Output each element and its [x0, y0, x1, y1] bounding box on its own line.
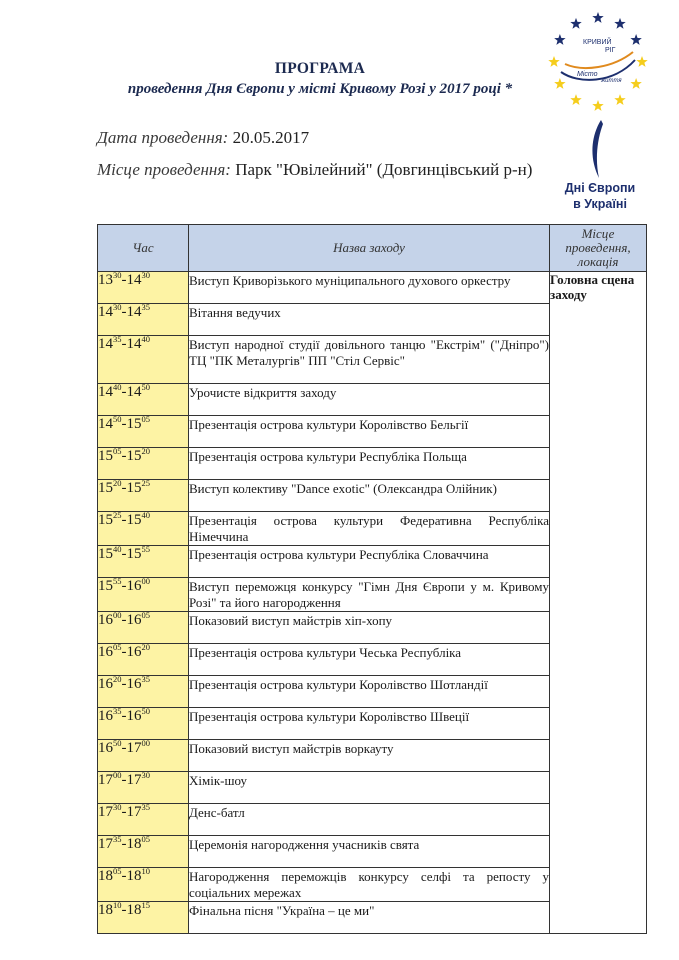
time-cell — [98, 772, 189, 804]
time-start-min: 20 — [113, 674, 122, 684]
time-start-min: 30 — [113, 302, 122, 312]
program-table-body — [98, 272, 647, 934]
time-start-hour: 14 — [98, 384, 113, 400]
time-end-min: 35 — [141, 674, 150, 684]
time-dash: - — [121, 578, 127, 594]
time-end-min: 55 — [141, 544, 150, 554]
time-start-hour: 14 — [98, 304, 113, 320]
event-cell — [189, 384, 550, 416]
time-start-hour: 16 — [98, 612, 113, 628]
star-icon — [592, 100, 603, 111]
time-dash: - — [121, 902, 127, 918]
time-end-min: 05 — [141, 610, 150, 620]
event-name: Виступ Криворізького муніципального духового оркестру — [189, 273, 511, 288]
time-dash: - — [121, 676, 127, 692]
event-name: Виступ переможця конкурсу "Гімн Дня Європи у м. Кривому Розі" та його нагородження — [189, 579, 549, 610]
time-end-hour: 18 — [126, 868, 142, 884]
time-end-min: 50 — [141, 382, 150, 392]
time-dash: - — [121, 644, 127, 660]
table-header-row — [98, 225, 647, 272]
swoosh-icon — [585, 118, 609, 180]
time-end-min: 00 — [141, 738, 150, 748]
event-cell — [189, 612, 550, 644]
time-dash: - — [121, 868, 127, 884]
time-start-min: 55 — [113, 576, 122, 586]
event-name: Презентація острова культури Королівство Шотландії — [189, 677, 488, 692]
time-start-hour: 15 — [98, 448, 113, 464]
star-icon — [554, 34, 565, 45]
time-dash: - — [121, 836, 127, 852]
star-icon — [614, 18, 625, 29]
event-cell — [189, 772, 550, 804]
time-dash: - — [121, 384, 127, 400]
date-label: Дата проведення: — [97, 128, 229, 147]
time-end-hour: 14 — [126, 336, 142, 352]
time-start-min: 00 — [113, 770, 122, 780]
time-cell — [98, 416, 189, 448]
event-name: Презентація острова культури Королівство Бельгії — [189, 417, 469, 432]
event-name: Виступ народної студії довільного танцю "Екстрім" ("Дніпро") ТЦ "ПК Металургів" ПП "Стіл Сервіс" — [189, 337, 549, 368]
time-end-hour: 16 — [126, 708, 142, 724]
event-name: Показовий виступ майстрів хіп-хопу — [189, 613, 393, 628]
event-cell — [189, 480, 550, 512]
time-dash: - — [121, 546, 127, 562]
event-name: Хімік-шоу — [189, 773, 247, 788]
time-end-hour: 15 — [126, 416, 142, 432]
time-end-min: 35 — [141, 302, 150, 312]
event-cell — [189, 416, 550, 448]
place-label: Місце проведення: — [97, 160, 231, 179]
time-cell — [98, 480, 189, 512]
time-dash: - — [121, 480, 127, 496]
event-name: Вітання ведучих — [189, 305, 281, 320]
time-start-hour: 14 — [98, 336, 113, 352]
time-cell — [98, 336, 189, 384]
col-header-time: Час — [98, 225, 189, 272]
time-cell — [98, 304, 189, 336]
time-start-min: 05 — [113, 446, 122, 456]
page-subtitle: проведення Дня Європи у місті Кривому Розі у 2017 році * — [127, 81, 513, 97]
time-start-hour: 18 — [98, 902, 113, 918]
time-end-min: 20 — [141, 446, 150, 456]
time-end-min: 00 — [141, 576, 150, 586]
time-cell — [98, 644, 189, 676]
time-dash: - — [121, 708, 127, 724]
time-dash: - — [121, 804, 127, 820]
time-cell — [98, 902, 189, 934]
star-icon — [630, 34, 641, 45]
logo-text-line3: Місто — [577, 71, 598, 78]
table-row — [98, 272, 647, 304]
event-cell — [189, 304, 550, 336]
event-cell — [189, 708, 550, 740]
event-name: Виступ колективу "Dance exotic" (Олександра Олійник) — [189, 481, 497, 496]
time-start-hour: 15 — [98, 578, 113, 594]
time-dash: - — [121, 272, 127, 288]
time-start-hour: 17 — [98, 772, 113, 788]
time-start-hour: 14 — [98, 416, 113, 432]
event-name: Презентація острова культури Республіка Словаччина — [189, 547, 489, 562]
time-cell — [98, 836, 189, 868]
time-end-min: 10 — [141, 866, 150, 876]
time-start-min: 30 — [113, 802, 122, 812]
time-end-min: 20 — [141, 642, 150, 652]
time-end-min: 40 — [141, 334, 150, 344]
time-start-hour: 15 — [98, 480, 113, 496]
time-cell — [98, 868, 189, 902]
time-end-hour: 18 — [126, 836, 142, 852]
time-start-hour: 15 — [98, 546, 113, 562]
event-cell — [189, 546, 550, 578]
time-dash: - — [121, 448, 127, 464]
date-value: 20.05.2017 — [232, 128, 310, 147]
time-cell — [98, 512, 189, 546]
time-cell — [98, 676, 189, 708]
event-name: Презентація острова культури Королівство Швеції — [189, 709, 470, 724]
event-cell — [189, 740, 550, 772]
time-end-min: 05 — [141, 834, 150, 844]
time-start-min: 00 — [113, 610, 122, 620]
event-name: Фінальна пісня "Україна – це ми" — [189, 903, 375, 918]
time-end-hour: 14 — [126, 272, 142, 288]
time-start-hour: 16 — [98, 676, 113, 692]
time-start-hour: 17 — [98, 804, 113, 820]
time-end-hour: 16 — [126, 578, 142, 594]
time-start-hour: 16 — [98, 708, 113, 724]
event-cell — [189, 836, 550, 868]
time-start-min: 25 — [113, 510, 122, 520]
time-end-hour: 16 — [126, 612, 142, 628]
time-end-hour: 17 — [126, 740, 142, 756]
time-cell — [98, 740, 189, 772]
time-end-min: 50 — [141, 706, 150, 716]
time-start-min: 50 — [113, 738, 122, 748]
logo-text-line2: РІГ — [605, 47, 616, 54]
event-name: Показовий виступ майстрів воркауту — [189, 741, 394, 756]
time-cell — [98, 546, 189, 578]
time-start-min: 35 — [113, 834, 122, 844]
event-cell — [189, 644, 550, 676]
time-dash: - — [121, 336, 127, 352]
time-cell — [98, 384, 189, 416]
time-cell — [98, 272, 189, 304]
time-start-min: 10 — [113, 900, 122, 910]
time-dash: - — [121, 772, 127, 788]
event-cell — [189, 448, 550, 480]
time-end-min: 25 — [141, 478, 150, 488]
event-cell — [189, 868, 550, 902]
time-end-hour: 15 — [126, 546, 142, 562]
logo-text-line1: КРИВИЙ — [583, 39, 612, 46]
time-end-hour: 17 — [126, 772, 142, 788]
star-icon — [592, 12, 603, 23]
time-dash: - — [121, 304, 127, 320]
time-end-hour: 16 — [126, 644, 142, 660]
time-end-hour: 17 — [126, 804, 142, 820]
event-place — [97, 160, 532, 180]
program-table — [97, 224, 647, 934]
time-start-hour: 13 — [98, 272, 113, 288]
event-name: Нагородження переможців конкурсу селфі та репосту у соціальних мережах — [189, 869, 549, 900]
time-start-min: 05 — [113, 642, 122, 652]
time-dash: - — [121, 740, 127, 756]
time-end-hour: 18 — [126, 902, 142, 918]
event-name: Презентація острова культури Федеративна Республіка Німеччина — [189, 513, 549, 544]
time-cell — [98, 708, 189, 740]
time-end-hour: 15 — [126, 448, 142, 464]
event-cell — [189, 578, 550, 612]
time-end-min: 40 — [141, 510, 150, 520]
time-end-hour: 14 — [126, 304, 142, 320]
col-header-place: Місце проведення, локація — [550, 225, 647, 272]
logo-text-line4: життя — [601, 78, 622, 84]
time-end-min: 15 — [141, 900, 150, 910]
time-end-hour: 15 — [126, 512, 142, 528]
event-cell — [189, 804, 550, 836]
time-end-hour: 16 — [126, 676, 142, 692]
time-dash: - — [121, 512, 127, 528]
time-cell — [98, 448, 189, 480]
time-start-hour: 17 — [98, 836, 113, 852]
place-cell: Головна сцена заходу — [550, 272, 647, 934]
event-cell — [189, 902, 550, 934]
time-start-hour: 18 — [98, 868, 113, 884]
time-start-hour: 15 — [98, 512, 113, 528]
time-start-min: 30 — [113, 270, 122, 280]
time-start-min: 20 — [113, 478, 122, 488]
event-name: Церемонія нагородження учасників свята — [189, 837, 420, 852]
event-date — [97, 128, 309, 148]
time-end-min: 35 — [141, 802, 150, 812]
event-name: Денс-батл — [189, 805, 245, 820]
time-dash: - — [121, 416, 127, 432]
time-start-min: 40 — [113, 382, 122, 392]
time-cell — [98, 804, 189, 836]
event-cell — [189, 512, 550, 546]
event-cell — [189, 272, 550, 304]
time-start-hour: 16 — [98, 740, 113, 756]
place-value: Парк "Ювілейний" (Довгинцівський р-н) — [235, 160, 533, 179]
time-start-min: 05 — [113, 866, 122, 876]
time-end-min: 30 — [141, 270, 150, 280]
time-end-min: 05 — [141, 414, 150, 424]
time-start-min: 40 — [113, 544, 122, 554]
logo-caption-line1: Дні Європи — [564, 181, 636, 195]
time-end-hour: 15 — [126, 480, 142, 496]
time-cell — [98, 612, 189, 644]
event-name: Презентація острова культури Республіка Польща — [189, 449, 467, 464]
event-name: Презентація острова культури Чеська Республіка — [189, 645, 462, 660]
time-end-min: 30 — [141, 770, 150, 780]
time-start-min: 50 — [113, 414, 122, 424]
time-cell — [98, 578, 189, 612]
time-start-hour: 16 — [98, 644, 113, 660]
logo-caption-line2: в Україні — [573, 197, 627, 211]
time-start-min: 35 — [113, 334, 122, 344]
event-cell — [189, 676, 550, 708]
time-start-min: 35 — [113, 706, 122, 716]
event-cell — [189, 336, 550, 384]
col-header-event: Назва заходу — [189, 225, 550, 272]
star-icon — [570, 18, 581, 29]
event-name: Урочисте відкриття заходу — [189, 385, 337, 400]
time-dash: - — [121, 612, 127, 628]
page-title: ПРОГРАМА — [274, 60, 366, 77]
time-end-hour: 14 — [126, 384, 142, 400]
logo-caption — [540, 180, 660, 212]
